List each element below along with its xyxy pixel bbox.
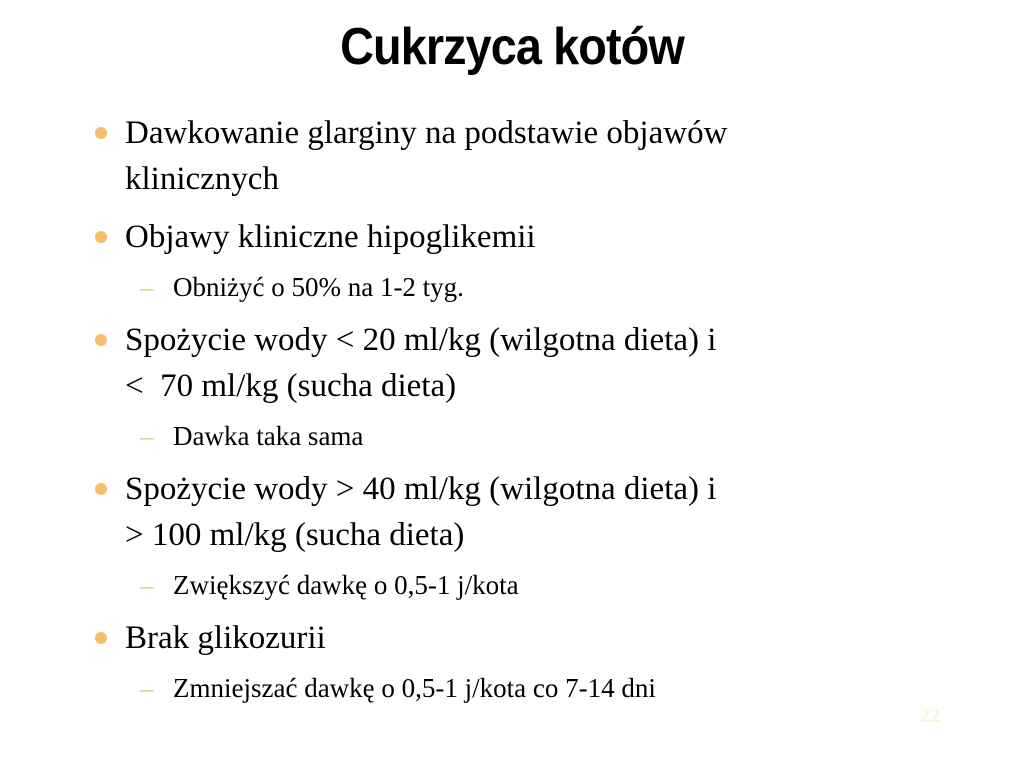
bullet-text: [125, 615, 965, 661]
bullet-line: Dawka taka sama: [173, 421, 364, 451]
bullet-item: [85, 466, 965, 558]
sub-bullet-item: [140, 670, 965, 706]
bullet-item: [85, 615, 965, 661]
bullet-marker: [85, 317, 125, 346]
bullet-line: Brak glikozurii: [125, 620, 326, 656]
sub-bullet-item: [140, 269, 965, 305]
bullet-text: [125, 214, 965, 260]
bullet-line: Zmniejszać dawkę o 0,5-1 j/kota co 7-14 dni: [173, 673, 656, 703]
dash-icon: –: [140, 272, 154, 302]
bullet-text: [125, 466, 965, 558]
bullet-item: [85, 317, 965, 409]
bullet-line: Obniżyć o 50% na 1-2 tyg.: [173, 272, 464, 302]
slide-body: [85, 110, 965, 706]
bullet-marker: [85, 214, 125, 243]
bullet-line: Spożycie wody > 40 ml/kg (wilgotna dieta) i: [125, 471, 717, 507]
bullet-marker: [85, 110, 125, 139]
sub-bullet-text: [173, 567, 965, 603]
bullet-line: > 100 ml/kg (sucha dieta): [125, 517, 465, 553]
sub-bullet-text: [173, 269, 965, 305]
bullet-dot-icon: [95, 632, 107, 644]
bullet-marker: [85, 466, 125, 495]
slide-page-number: 22: [920, 705, 940, 727]
bullet-dot-icon: [95, 483, 107, 495]
bullet-text: [125, 317, 965, 409]
bullet-line: Zwiększyć dawkę o 0,5-1 j/kota: [173, 570, 519, 600]
slide-title: Cukrzyca kotów: [340, 18, 684, 76]
bullet-line: Spożycie wody < 20 ml/kg (wilgotna dieta) i: [125, 322, 717, 358]
bullet-dot-icon: [95, 127, 107, 139]
bullet-line: < 70 ml/kg (sucha dieta): [125, 368, 457, 404]
sub-bullet-text: [173, 418, 965, 454]
bullet-dot-icon: [95, 231, 107, 243]
bullet-line: Objawy kliniczne hipoglikemii: [125, 219, 536, 255]
bullet-item: [85, 110, 965, 202]
bullet-line: Dawkowanie glarginy na podstawie objawów: [125, 115, 728, 151]
sub-bullet-item: [140, 418, 965, 454]
bullet-item: [85, 214, 965, 260]
dash-icon: –: [140, 673, 154, 703]
sub-bullet-item: [140, 567, 965, 603]
sub-bullet-text: [173, 670, 965, 706]
bullet-text: [125, 110, 965, 202]
bullet-marker: [85, 615, 125, 644]
dash-icon: –: [140, 570, 154, 600]
bullet-dot-icon: [95, 334, 107, 346]
dash-icon: –: [140, 421, 154, 451]
bullet-line: klinicznych: [125, 161, 279, 197]
